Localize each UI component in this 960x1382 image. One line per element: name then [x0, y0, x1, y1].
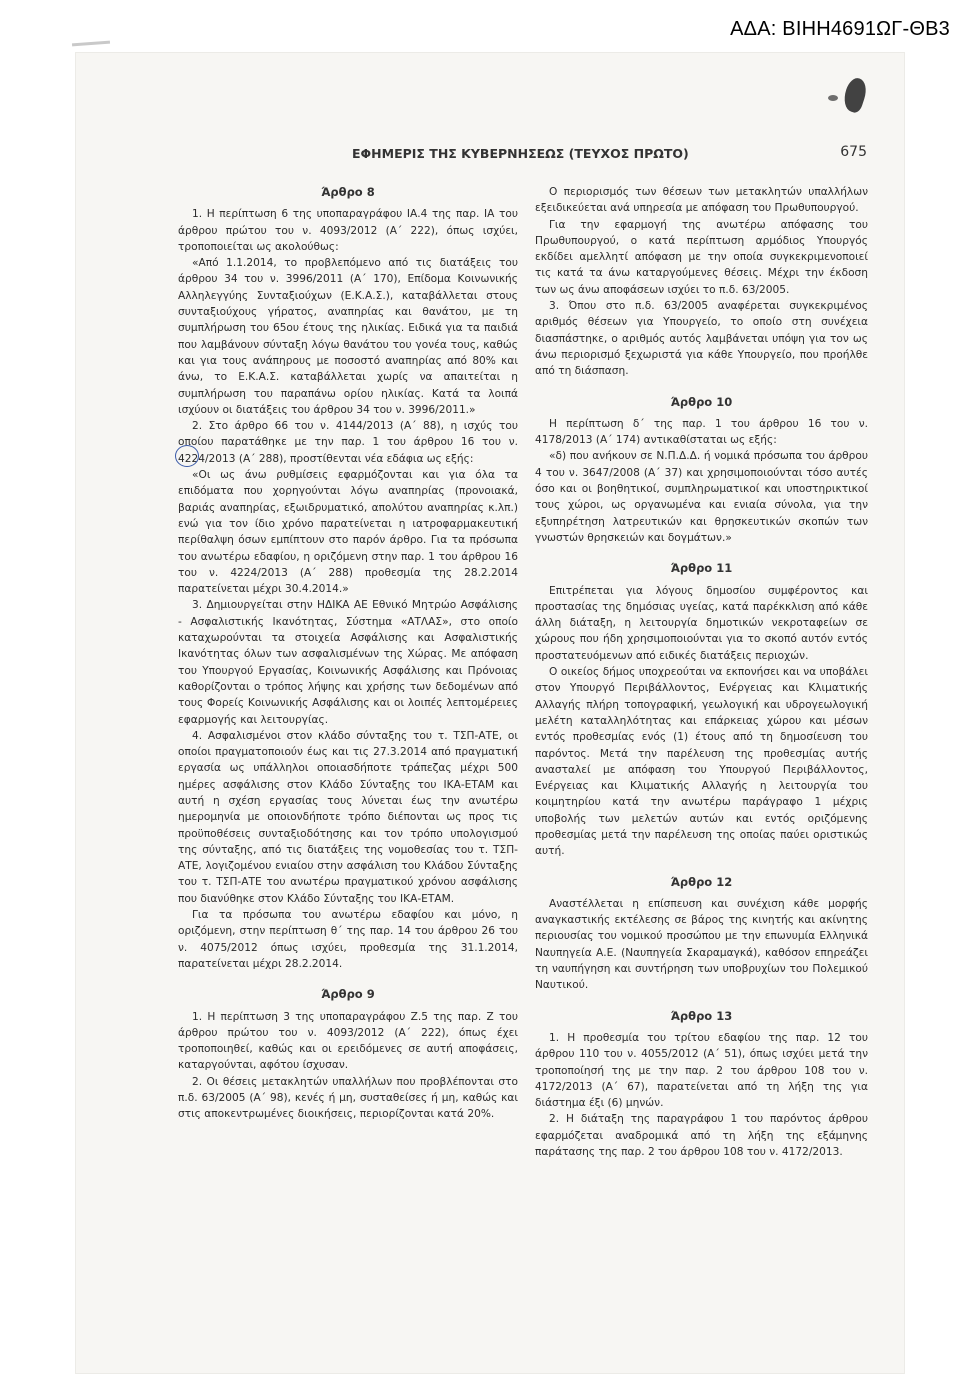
article-13-heading: Άρθρο 13: [670, 1008, 733, 1023]
ada-code: ΑΔΑ: ΒΙΗΗ4691ΩΓ-ΘΒ3: [730, 18, 950, 40]
article-10-para-2: «δ) που ανήκουν σε Ν.Π.Δ.Δ. ή νομικά πρόσωπα του άρθρου 4 του ν. 3647/2008 (Α΄ 37) και χρησιμοποιούνται τόσο αυτές όσο και οι βοηθητικοί, συμπληρωματικοί και υποστηρικτικοί τους χώροι, ως οργανωμένα και ενιαία σύνολα, για την εξυπηρέτηση λατρευτικών και θρησκευτικών σκοπών των γνωστών θρησκειών και δογμάτων.»: [535, 450, 868, 544]
article-10-heading: Άρθρο 10: [670, 394, 733, 409]
article-8-heading: Άρθρο 8: [321, 185, 375, 199]
article-9-para-4: Για την εφαρμογή της ανωτέρω απόφασης του Πρωθυπουργού, ο κατά περίπτωση αρμόδιος Υπουργός εκδίδει αμελλητί απόφαση με την οποία συγκεκριμενοποιεί τις κατά τα άνω καταργούμενες θέσεις. Μέχρι την έκδοση των ως άνω αποφάσεων ισχύει το π.δ. 63/2005.: [535, 218, 868, 296]
article-9-para-3: Ο περιορισμός των θέσεων των μετακλητών υπαλλήλων εξειδικεύεται ανά υπηρεσία με απόφαση του Πρωθυπουργού.: [535, 186, 868, 215]
article-8-para-4: «Οι ως άνω ρυθμίσεις εφαρμόζονται και για όλα τα επιδόματα που χορηγούνται λόγω αναπηρίας (προνοιακά, βαριάς αναπηρίας, εξωιδρυματικό, απολύτου αναπηρίας κ.λπ.) ενώ για τον ίδιο χρόνο παρατείνεται η ιατροφαρμακευτική περίθαλψη όσων εμπίπτουν στο παρόν άρθρο. Για τα πρόσωπα του ανωτέρω εδαφίου, η οριζόμενη στην παρ. 1 του άρθρου 16 του ν. 4224/2013 (Α΄ 288) προθεσμία της 28.2.2014 παρατείνεται μέχρι 30.4.2014.»: [178, 469, 518, 596]
article-9-heading: Άρθρο 9: [321, 987, 375, 1002]
article-9-para-5: 3. Όπου στο π.δ. 63/2005 αναφέρεται συγκεκριμένος αριθμός θέσεων για Υπουργείο, το οποίο στη συνέχεια διασπάστηκε, ο αριθμός αυτός λαμβάνεται υπόψη για τον ως άνω περιορισμό ξεχωριστά για κάθε Υπουργείο, που προήλθε από τη διάσπαση.: [535, 300, 868, 378]
article-8-para-2: «Από 1.1.2014, το προβλεπόμενο από τις διατάξεις του άρθρου 34 του ν. 3996/2011 (Α΄ 170), Επίδομα Κοινωνικής Αλληλεγγύης Συνταξιούχων (Ε.Κ.Α.Σ.), καταβάλλεται στους συνταξιούχους γήρατος, αναπηρίας και θανάτου, με τη συμπλήρωση του 65ου έτους της ηλικίας. Ειδικά για τα παιδιά που λαμβάνουν σύνταξη λόγω θανάτου του γονέα τους, καθώς και για τους ανάπηρους με ποσοστό αναπηρίας από 80% και άνω, το Ε.Κ.Α.Σ. καταβάλλεται χωρίς να απαιτείται η συμπλήρωση του παραπάνω ορίου ηλικίας. Κατά τα λοιπά ισχύουν οι διατάξεις του άρθρου 34 του ν. 3996/2011.»: [178, 257, 518, 416]
article-11-para-2: Ο οικείος δήμος υποχρεούται να εκπονήσει και να υποβάλει στον Υπουργό Περιβάλλοντος, Ενέργειας και Κλιματικής Αλλαγής πλήρη τοπογραφική, γεωλογική και υδρογεωλογική μελέτη καταλληλότητας και επάρκειας χώρου και μέσων εντός προθεσμίας ενός (1) έτους από τη δημοσίευση του παρόντος. Μετά την παρέλευση της προθεσμίας αυτής ανασταλεί με απόφαση του Υπουργού Περιβάλλοντος, Ενέργειας και Κλιματικής Αλλαγής η λειτουργία του κοιμητηρίου κατά την ανωτέρω παράγραφο 1 μέχρις υποβολής των μελετών αυτών και εντός οριζόμενης προθεσμίας μετά την παρέλευση της οποίας παύει οριστικώς αυτή.: [535, 666, 868, 858]
ink-blot-small: [828, 95, 838, 101]
article-13-para-2: 2. Η διάταξη της παραγράφου 1 του παρόντος άρθρου εφαρμόζεται αναδρομικά από τη λήξη της εξάμηνης παράτασης της παρ. 2 του άρθρου 108 του ν. 4172/2013.: [535, 1113, 868, 1159]
article-12-heading: Άρθρο 12: [670, 874, 733, 889]
right-column: [535, 184, 868, 1160]
article-12-para-1: Αναστέλλεται η επίσπευση και συνέχιση κάθε μορφής αναγκαστικής εκτέλεσης σε βάρος της κινητής και ακίνητης περιουσίας του νομικού προσώπου με την επωνυμία Ελληνικά Ναυπηγεία Α.Ε. (Ναυπηγεία Σκαραμαγκά), καθόσον επηρεάζει τη ναυπήγηση και συντήρηση των υποβρυχίων του Πολεμικού Ναυτικού.: [535, 897, 868, 992]
pen-circle-annotation: [175, 445, 199, 467]
article-8-para-1: 1. Η περίπτωση 6 της υποπαραγράφου ΙΑ.4 της παρ. ΙΑ του άρθρου πρώτου του ν. 4093/2012 (Α΄ 222), όπως ισχύει, τροποποιείται ως ακολούθως:: [178, 208, 518, 253]
article-8-para-7: Για τα πρόσωπα του ανωτέρω εδαφίου και μόνο, η οριζόμενη, στην περίπτωση θ΄ της παρ. 14 του άρθρου 26 του ν. 4075/2012 όπως ισχύει, προθεσμία της 31.1.2014, παρατείνεται μέχρι 28.2.2014.: [178, 909, 518, 970]
left-column: [178, 184, 518, 1123]
article-10-para-1: Η περίπτωση δ΄ της παρ. 1 του άρθρου 16 του ν. 4178/2013 (Α΄ 174) αντικαθίσταται ως εξής:: [535, 417, 868, 447]
article-11-heading: Άρθρο 11: [670, 561, 733, 576]
article-8-para-5: 3. Δημιουργείται στην ΗΔΙΚΑ ΑΕ Εθνικό Μητρώο Ασφάλισης - Ασφαλιστικής Ικανότητας, Σύστημα «ΑΤΛΑΣ», στο οποίο καταχωρούνται τα στοιχεία Ασφάλισης και Ασφαλιστικής Ικανότητας όλων των ασφαλισμένων της Χώρας. Με απόφαση του Υπουργού Εργασίας, Κοινωνικής Ασφάλισης και Πρόνοιας καθορίζονται ο τρόπος λήψης και χρήσης των δεδομένων από τους Φορείς Κοινωνικής Ασφάλισης και οι λοιπές λεπτομέρειες εφαρμογής και λειτουργίας.: [178, 599, 518, 726]
article-11-para-1: Επιτρέπεται για λόγους δημοσίου συμφέροντος και προστασίας της δημόσιας υγείας, κατά παρέκκλιση από κάθε άλλη διάταξη, η λειτουργία δημοτικών νεκροταφείων σε χώρους που ήδη χρησιμοποιούνται για το σκοπό αυτόν εντός προστατευόμενων από ειδικές διατάξεις περιοχών.: [535, 584, 868, 662]
article-9-para-1: 1. Η περίπτωση 3 της υποπαραγράφου Ζ.5 της παρ. Ζ του άρθρου πρώτου του ν. 4093/2012 (Α΄ 222), όπως έχει τροποποιηθεί, καθώς και οι ερειδόμενες σε αυτή αποφάσεις, καταργούνται, αφότου ίσχυσαν.: [178, 1010, 518, 1072]
page-number: 675: [840, 144, 867, 160]
gazette-header: [352, 144, 867, 166]
article-13-para-1: 1. Η προθεσμία του τρίτου εδαφίου της παρ. 12 του άρθρου 110 του ν. 4055/2012 (Α΄ 51), όπως ισχύει μετά την τροποποίησή της με την παρ. 2 του άρθρου 108 του ν. 4172/2013 (Α΄ 67), παρατείνεται από τη λήξη της για διάστημα έξι (6) μηνών.: [535, 1031, 868, 1110]
article-8-para-6: 4. Ασφαλισμένοι στον κλάδο σύνταξης του τ. ΤΣΠ-ΑΤΕ, οι οποίοι πραγματοποιούν έως και τις 27.3.2014 από πραγματική εργασία ως υπάλληλοι οποιασδήποτε τράπεζας μέχρι 500 ημέρες ασφάλισης στον Κλάδο Σύνταξης του ΙΚΑ-ΕΤΑΜ και αυτή η σχέση εργασίας τους λύνεται έως την ανωτέρω ημερομηνία με οποιονδήποτε τρόπο διέπονται ως προς τις προϋποθέσεις συνταξιοδότησης και τον τρόπο υπολογισμού της σύνταξης, από τις διατάξεις της νομοθεσίας του τ. ΤΣΠ-ΑΤΕ, λογιζομένου ενιαίου στην ασφάλιση του Κλάδου Σύνταξης του τ. ΤΣΠ-ΑΤΕ του ανωτέρω πραγματικού χρόνου ασφάλισης που διανύθηκε στον Κλάδο Σύνταξης του ΙΚΑ-ΕΤΑΜ.: [178, 729, 518, 905]
article-8-para-3: 2. Στο άρθρο 66 του ν. 4144/2013 (Α΄ 88), η ισχύς του οποίου παρατάθηκε με την παρ. 1 του άρθρου 16 του ν. 4224/2013 (Α΄ 288), προστίθενται νέα εδάφια ως εξής:: [178, 420, 518, 465]
article-9-para-2: 2. Οι θέσεις μετακλητών υπαλλήλων που προβλέπονται στο π.δ. 63/2005 (Α΄ 98), κενές ή μη, συσταθείσες ή μη, καθώς και στις αποκεντρωμένες διοικήσεις, περιορίζονται κατά 20%.: [178, 1075, 518, 1121]
gazette-title: ΕΦΗΜΕΡΙΣ ΤΗΣ ΚΥΒΕΡΝΗΣΕΩΣ (ΤΕΥΧΟΣ ΠΡΩΤΟ): [352, 146, 689, 161]
scan-artifact: [72, 41, 110, 47]
